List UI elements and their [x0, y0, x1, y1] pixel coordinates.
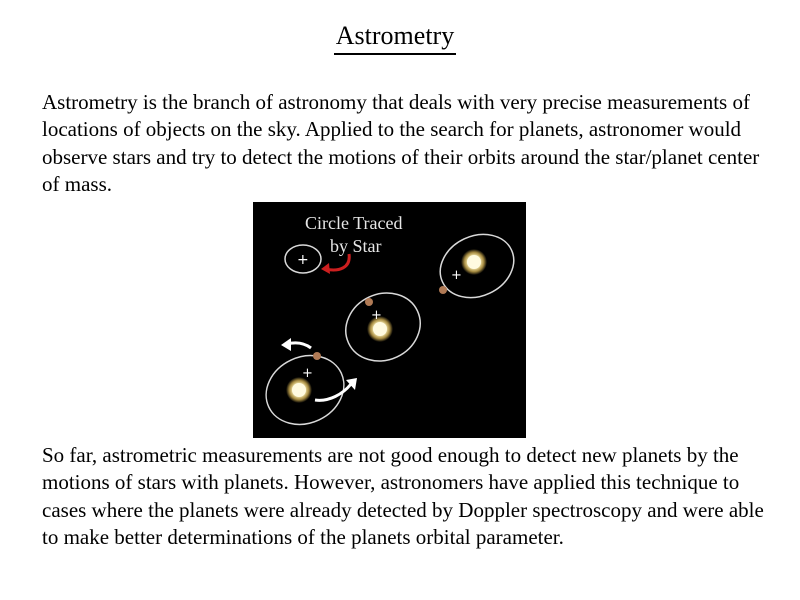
caption-line-2: by Star — [330, 236, 382, 256]
center-of-mass-marker: + — [297, 252, 309, 268]
title-text: Astrometry — [334, 20, 456, 55]
star-core-icon — [292, 383, 306, 397]
caption-line-1: Circle Traced — [305, 213, 403, 233]
red-arrowhead-icon — [321, 263, 330, 274]
center-of-mass-marker: + — [451, 268, 462, 283]
intro-paragraph: Astrometry is the branch of astronomy that deals with very precise measurements of locations of objects on the sky. Applied to the search for planets, astronomer would observe stars and try to detect the motions of their orbits around the star/planet center of mass. — [42, 90, 760, 197]
star-core-icon — [467, 255, 481, 269]
white-arrowhead-icon — [281, 338, 291, 351]
slide-title — [0, 20, 790, 55]
result-paragraph: So far, astrometric measurements are not good enough to detect new planets by the motions of stars with planets. However, astronomers have applied this technique to cases where the planets were already detected by Doppler spectroscopy and were able to make better determinations of the planets orbital parameter. — [42, 443, 764, 550]
astrometry-diagram — [253, 202, 526, 438]
white-arrow-icon — [315, 384, 351, 400]
planet-icon — [439, 286, 447, 294]
planet-icon — [365, 298, 373, 306]
center-of-mass-marker: + — [302, 366, 313, 381]
star-core-icon — [373, 322, 387, 336]
astrometry-figure — [253, 202, 526, 438]
planet-icon — [313, 352, 321, 360]
center-of-mass-marker: + — [371, 308, 382, 323]
